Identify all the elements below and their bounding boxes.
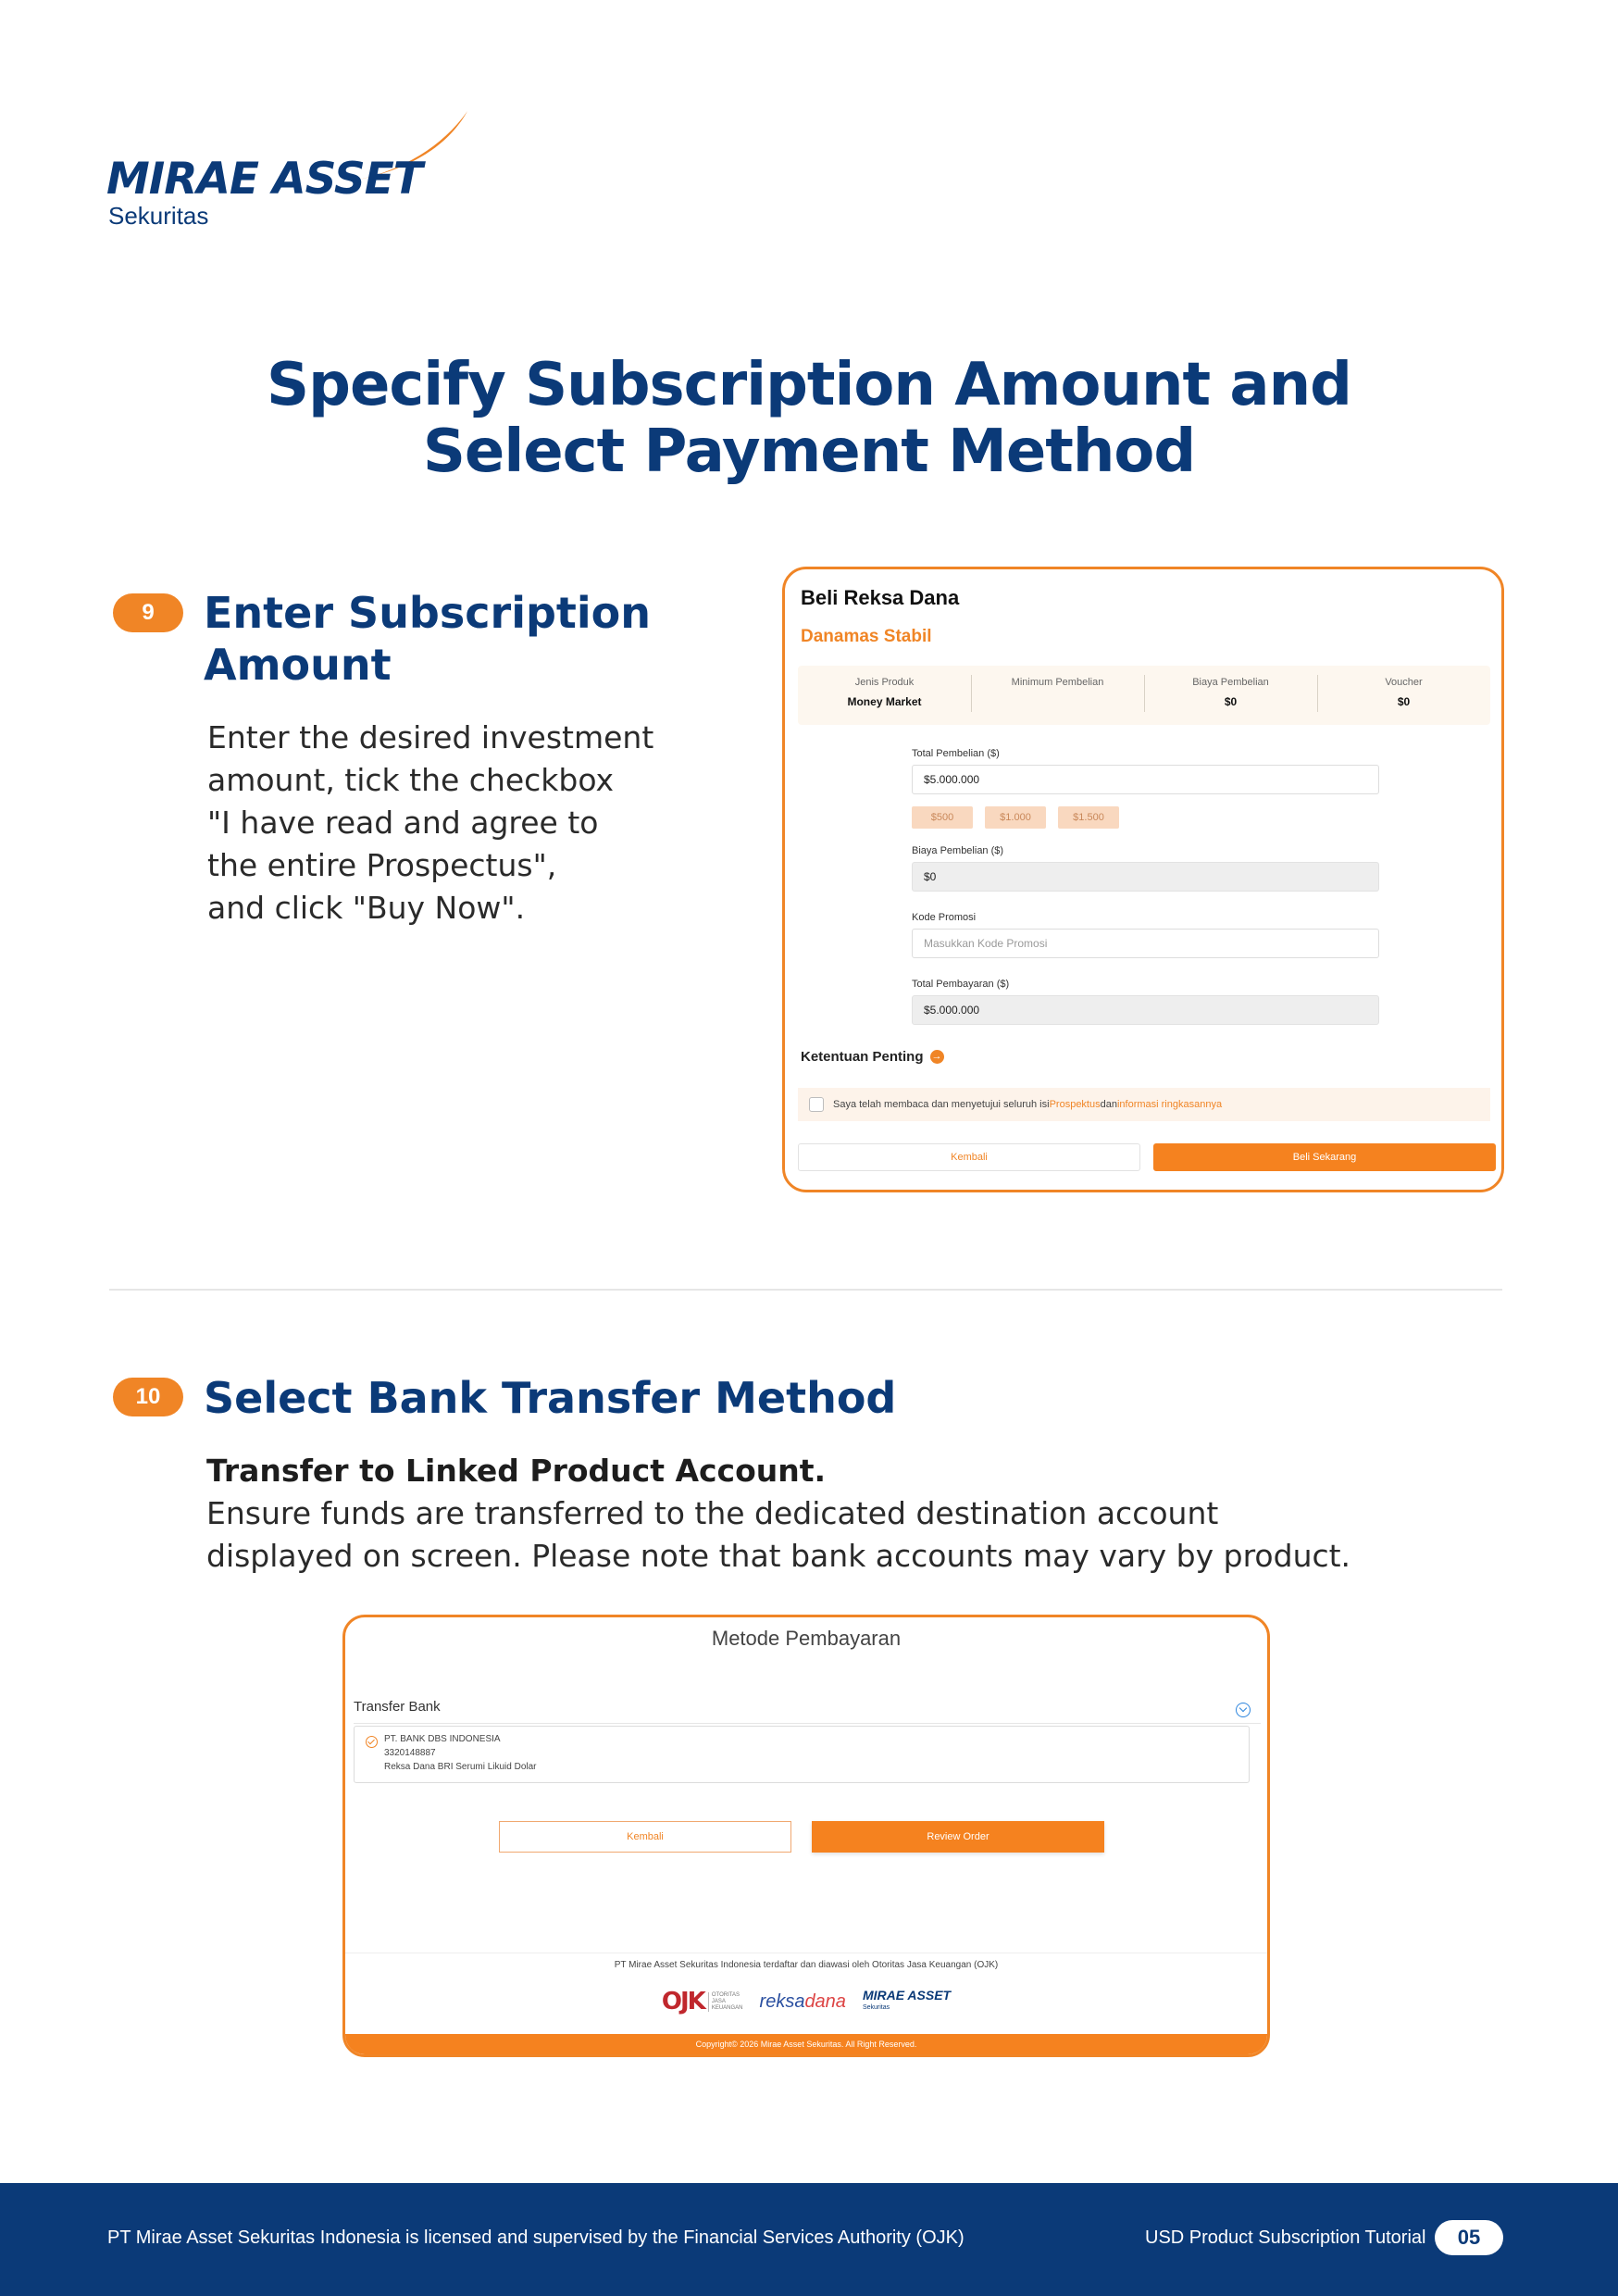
reksa-dana-mark-2: dana	[804, 1990, 846, 2012]
buy-now-button[interactable]: Beli Sekarang	[1153, 1143, 1496, 1171]
summary-info-link[interactable]: informasi ringkasannya	[1116, 1099, 1223, 1110]
ojk-mark: OJK	[661, 1988, 704, 2015]
mirae-mark: MIRAE ASSET	[862, 1988, 952, 2003]
page-footer	[0, 2183, 1618, 2296]
info-purchase-fee	[1144, 666, 1317, 725]
total-purchase-input[interactable]: $5.000.000	[912, 765, 1379, 794]
total-payment-field: $5.000.000	[912, 995, 1379, 1025]
chevron-down-icon[interactable]	[1236, 1703, 1251, 1717]
total-purchase-label: Total Pembelian ($)	[912, 748, 1000, 759]
metode-pembayaran-screenshot	[342, 1615, 1270, 2057]
back-button[interactable]: Kembali	[499, 1821, 791, 1853]
important-terms-label: Ketentuan Penting	[801, 1049, 924, 1065]
review-order-button[interactable]: Review Order	[812, 1821, 1104, 1853]
reksa-dana-logo	[760, 1991, 846, 2013]
page-number: 05	[1435, 2220, 1503, 2255]
bank-name: PT. BANK DBS INDONESIA	[384, 1734, 501, 1744]
ojk-logo-text	[708, 1992, 743, 2012]
quick-amount-chip[interactable]: $1.000	[985, 806, 1046, 829]
logo-subtitle: Sekuritas	[108, 202, 209, 230]
page-title-line-1: Specify Subscription Amount and	[267, 351, 1351, 419]
agreement-text: dan	[1100, 1099, 1117, 1110]
info-product-type	[798, 666, 971, 725]
bank-transfer-label: Transfer Bank	[354, 1699, 441, 1715]
info-value: Money Market	[847, 695, 922, 708]
info-label: Biaya Pembelian	[1192, 677, 1269, 688]
copyright-bar: Copyright© 2026 Mirae Asset Sekuritas. All Right Reserved.	[345, 2034, 1267, 2054]
mirae-asset-small-logo	[863, 1989, 951, 2015]
screen-title: Metode Pembayaran	[711, 1627, 902, 1650]
account-number: 3320148887	[384, 1748, 436, 1758]
info-label: Jenis Produk	[854, 677, 915, 688]
important-terms[interactable]	[801, 1049, 944, 1065]
section-separator	[354, 1723, 1261, 1724]
purchase-fee-label: Biaya Pembelian ($)	[912, 845, 1004, 856]
promo-code-input[interactable]: Masukkan Kode Promosi	[912, 929, 1379, 958]
ojk-text-line: KEUANGAN	[711, 2004, 743, 2011]
step-10-desc-bold	[206, 1450, 1350, 1492]
mirae-asset-logo	[106, 109, 467, 230]
step-9-desc-line: and click "Buy Now".	[207, 890, 526, 926]
info-value: $0	[1224, 695, 1238, 708]
account-name: Reksa Dana BRI Serumi Likuid Dolar	[384, 1762, 537, 1772]
purchase-fee-field: $0	[912, 862, 1379, 892]
page-title-line-2: Select Payment Method	[422, 418, 1196, 486]
ojk-text-line: OTORITAS	[711, 1991, 740, 1998]
step-9-title-line-1: Enter Subscription	[204, 588, 651, 638]
partner-logos	[345, 1988, 1267, 2015]
agreement-row	[798, 1088, 1490, 1121]
promo-code-label: Kode Promosi	[912, 912, 977, 923]
step-10-desc-line: Ensure funds are transferred to the dedicated destination account	[206, 1495, 1219, 1531]
step-10-desc-bold-text: Transfer to Linked Product Account.	[206, 1453, 827, 1489]
ojk-text-line: JASA	[711, 1998, 726, 2004]
total-payment-label: Total Pembayaran ($)	[912, 979, 1010, 990]
reksa-dana-mark-1: reksa	[759, 1990, 805, 2012]
selected-check-icon	[366, 1736, 378, 1748]
beli-reksa-dana-screenshot	[782, 567, 1504, 1192]
step-9-title	[204, 587, 651, 691]
info-voucher	[1317, 666, 1490, 725]
quick-amount-chip[interactable]: $500	[912, 806, 973, 829]
step-9-title-line-2: Amount	[204, 640, 392, 690]
logo-wordmark: MIRAE ASSET	[106, 154, 422, 205]
step-9-description	[207, 717, 653, 930]
agreement-checkbox[interactable]	[809, 1097, 824, 1112]
step-10-desc-line: displayed on screen. Please note that bank accounts may vary by product.	[206, 1538, 1351, 1574]
footer-doc-title: USD Product Subscription Tutorial	[1145, 2227, 1426, 2248]
info-value: $0	[1397, 695, 1411, 708]
footer-license-text: PT Mirae Asset Sekuritas Indonesia is licensed and supervised by the Financial Services Authority (OJK)	[107, 2227, 965, 2248]
screen-title: Beli Reksa Dana	[801, 586, 960, 609]
step-9-desc-line: "I have read and agree to	[207, 805, 599, 841]
back-button[interactable]: Kembali	[798, 1143, 1140, 1171]
product-name: Danamas Stabil	[801, 627, 932, 646]
bank-account-option[interactable]	[354, 1726, 1250, 1783]
section-divider	[109, 1289, 1502, 1291]
mirae-mark-sub: Sekuritas	[862, 2004, 890, 2011]
step-9-desc-line: the entire Prospectus",	[207, 847, 557, 883]
step-9-desc-line: amount, tick the checkbox	[207, 762, 615, 798]
page-title	[0, 352, 1618, 485]
prospectus-link[interactable]: Prospektus	[1049, 1099, 1101, 1110]
info-minimum-purchase	[971, 666, 1144, 725]
agreement-text: Saya telah membaca dan menyetujui seluruh isi	[833, 1099, 1050, 1110]
product-info-bar	[798, 666, 1490, 725]
info-value	[971, 695, 1144, 708]
info-label: Voucher	[1385, 677, 1423, 688]
step-10-description	[206, 1450, 1350, 1578]
ojk-registration-note: PT Mirae Asset Sekuritas Indonesia terdaftar dan diawasi oleh Otoritas Jasa Keuangan (OJK)	[614, 1960, 999, 1970]
step-10-title: Select Bank Transfer Method	[204, 1373, 897, 1423]
info-label: Minimum Pembelian	[1011, 677, 1104, 688]
step-9-desc-line: Enter the desired investment	[207, 719, 654, 755]
step-9-badge: 9	[113, 593, 183, 632]
arrow-right-icon: →	[931, 1051, 942, 1062]
step-10-badge: 10	[113, 1378, 183, 1416]
quick-amount-chip[interactable]: $1.500	[1058, 806, 1119, 829]
ojk-logo	[662, 1988, 743, 2015]
